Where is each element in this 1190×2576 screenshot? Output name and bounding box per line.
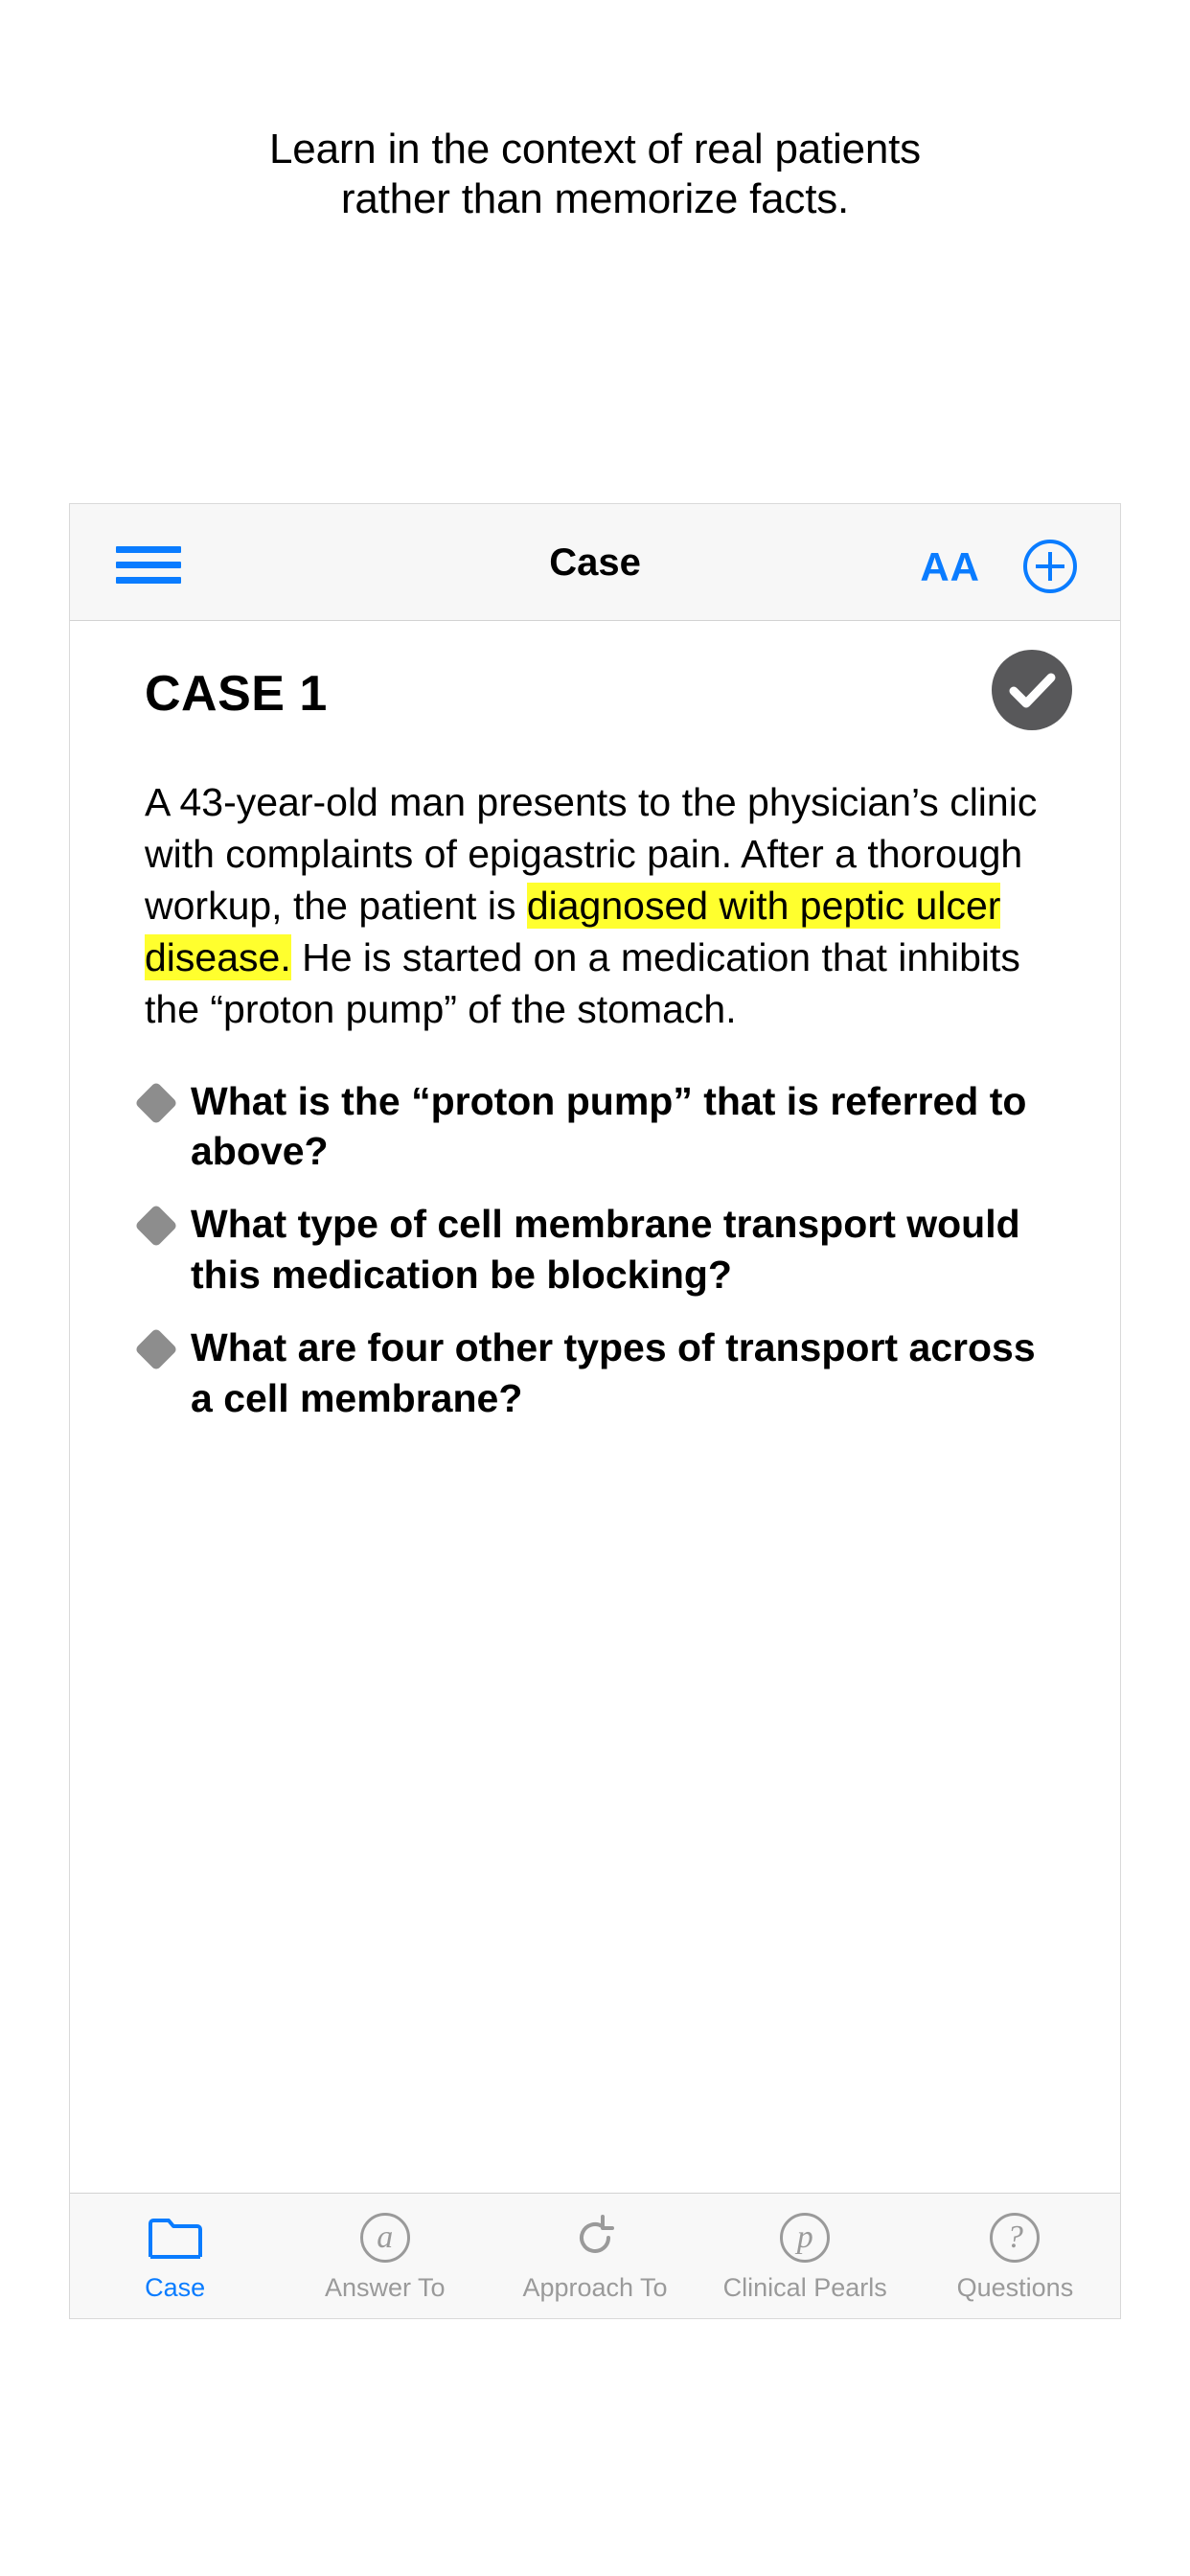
tagline-line-1: Learn in the context of real patients <box>269 126 921 172</box>
question-text: What type of cell membrane transport would this medication be blocking? <box>191 1202 1020 1297</box>
diamond-bullet-icon <box>134 1328 177 1371</box>
app-screenshot <box>69 503 1121 2319</box>
tab-clinical-pearls[interactable] <box>700 2194 910 2318</box>
tab-answer-to[interactable] <box>280 2194 490 2318</box>
question-mark-icon <box>990 2210 1040 2266</box>
folder-icon <box>148 2210 203 2266</box>
case-content <box>70 621 1120 2193</box>
navigation-bar <box>70 504 1120 621</box>
case-title: CASE 1 <box>145 666 328 722</box>
refresh-arrow-icon <box>568 2210 622 2266</box>
question-text: What is the “proton pump” that is referred to above? <box>191 1078 1027 1174</box>
vignette-highlight: diagnosed with peptic ulcer disease. <box>145 884 1001 980</box>
tab-label: Clinical Pearls <box>722 2272 887 2302</box>
text-size-button[interactable]: AA <box>920 544 980 589</box>
plus-circle-icon[interactable] <box>1022 539 1078 594</box>
question-text: What are four other types of transport across a cell membrane? <box>191 1325 1036 1420</box>
promo-tagline <box>0 125 1190 224</box>
case-vignette <box>70 723 1120 1036</box>
p-letter-circle: p <box>780 2213 830 2263</box>
at-sign-circle: a <box>360 2213 410 2263</box>
diamond-bullet-icon <box>134 1081 177 1124</box>
tagline-line-2: rather than memorize facts. <box>340 174 850 222</box>
p-letter-icon <box>780 2210 830 2266</box>
tab-label: Approach To <box>522 2272 668 2302</box>
at-sign-icon <box>360 2210 410 2266</box>
page-title: Case <box>549 541 641 584</box>
list-item[interactable] <box>141 1199 1063 1300</box>
tab-questions[interactable] <box>910 2194 1120 2318</box>
tab-label: Answer To <box>325 2272 446 2302</box>
case-header <box>70 621 1120 723</box>
list-item[interactable] <box>141 1322 1063 1423</box>
diamond-bullet-icon <box>134 1205 177 1248</box>
tab-label: Questions <box>956 2272 1074 2302</box>
vignette-text-part-2: He is started on a medication that inhibits the “proton pump” of the stomach. <box>145 935 1020 1032</box>
list-item[interactable] <box>141 1076 1063 1177</box>
tab-label: Case <box>145 2272 206 2302</box>
tab-case[interactable] <box>70 2194 280 2318</box>
tab-approach-to[interactable] <box>490 2194 699 2318</box>
checkmark-circle-icon[interactable] <box>992 650 1072 730</box>
question-mark-circle: ? <box>990 2213 1040 2263</box>
tab-bar <box>70 2193 1120 2318</box>
case-questions-list <box>70 1036 1120 1424</box>
vignette-text-part-1: A 43-year-old man presents to the physician’s clinic with complaints of epigastric pain. After a thorough workup, the patient is <box>145 780 1038 929</box>
